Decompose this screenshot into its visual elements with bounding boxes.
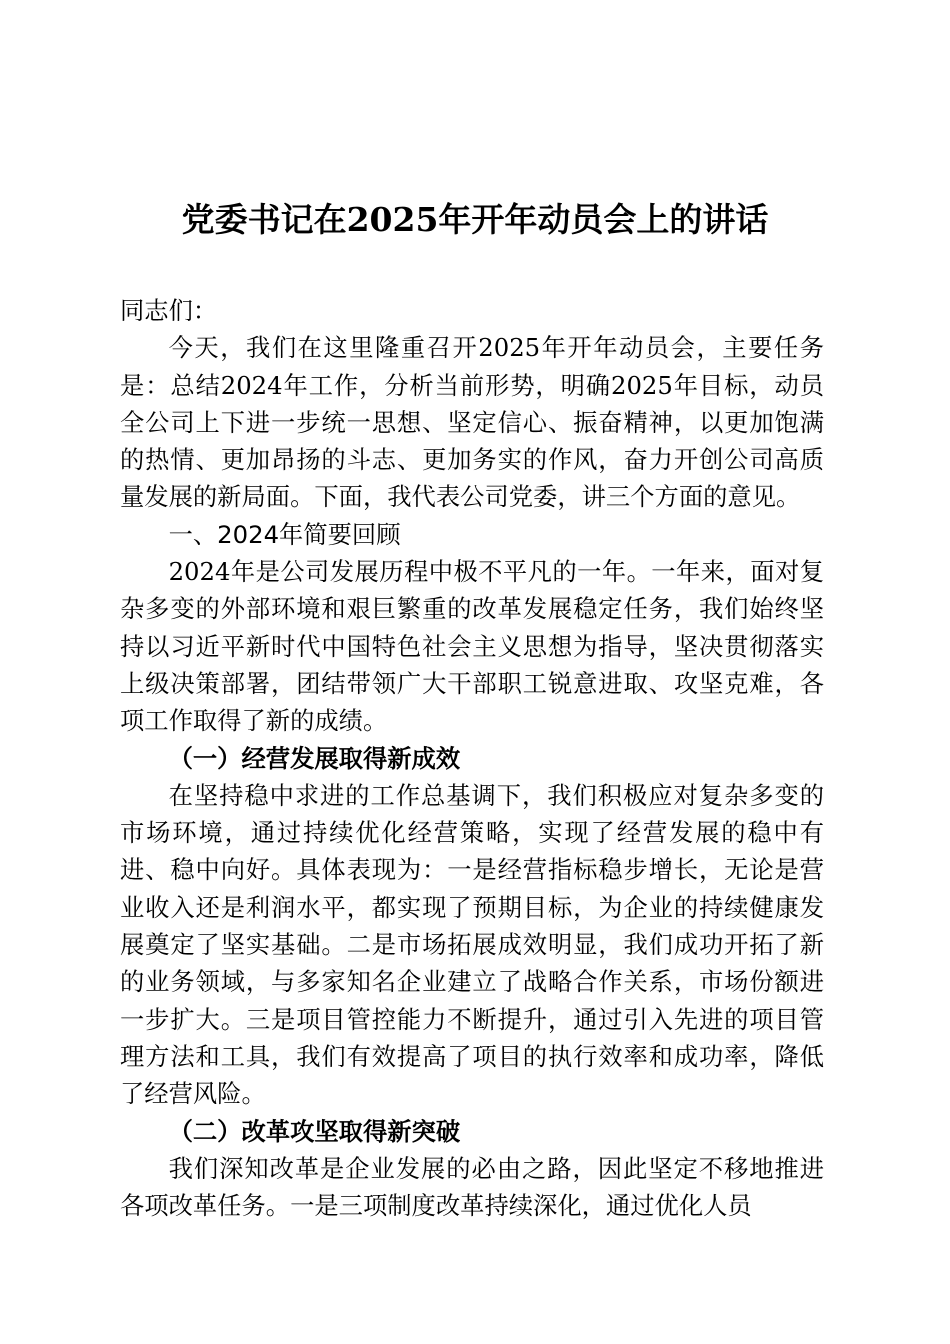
subsection-heading-2: （二）改革攻坚取得新突破 xyxy=(168,1116,461,1146)
intro-paragraph: 今天，我们在这里隆重召开2025年开年动员会，主要任务是：总结2024年工作，分析当前形势，明确2025年目标，动员全公司上下进一步统一思想、坚定信心、振奋精神，以更加饱满的热情、更加昂扬的斗志、更加务实的作风，奋力开创公司高质量发展的新局面。下面，我代表公司党委，讲三个方面的意见。 xyxy=(120,333,824,512)
section-1-paragraph: 2024年是公司发展历程中极不平凡的一年。一年来，面对复杂多变的外部环境和艰巨繁重的改革发展稳定任务，我们始终坚持以习近平新时代中国特色社会主义思想为指导，坚决贯彻落实上级决策部署，团结带领广大干部职工锐意进取、攻坚克难，各项工作取得了新的成绩。 xyxy=(120,557,824,736)
subsection-2-paragraph: 我们深知改革是企业发展的必由之路，因此坚定不移地推进各项改革任务。一是三项制度改革持续深化，通过优化人员 xyxy=(120,1153,824,1221)
subsection-1-paragraph: 在坚持稳中求进的工作总基调下，我们积极应对复杂多变的市场环境，通过持续优化经营策略，实现了经营发展的稳中有进、稳中向好。具体表现为：一是经营指标稳步增长，无论是营业收入还是利润水平，都实现了预期目标，为企业的持续健康发展奠定了坚实基础。二是市场拓展成效明显，我们成功开拓了新的业务领域，与多家知名企业建立了战略合作关系，市场份额进一步扩大。三是项目管控能力不断提升，通过引入先进的项目管理方法和工具，我们有效提高了项目的执行效率和成功率，降低了经营风险。 xyxy=(120,780,824,1109)
subsection-heading-1: （一）经营发展取得新成效 xyxy=(168,743,461,773)
salutation: 同志们： xyxy=(120,296,218,325)
section-heading-1: 一、2024年简要回顾 xyxy=(168,519,401,549)
document-body xyxy=(120,292,824,1224)
document-title: 党委书记在2025年开年动员会上的讲话 xyxy=(181,200,769,239)
